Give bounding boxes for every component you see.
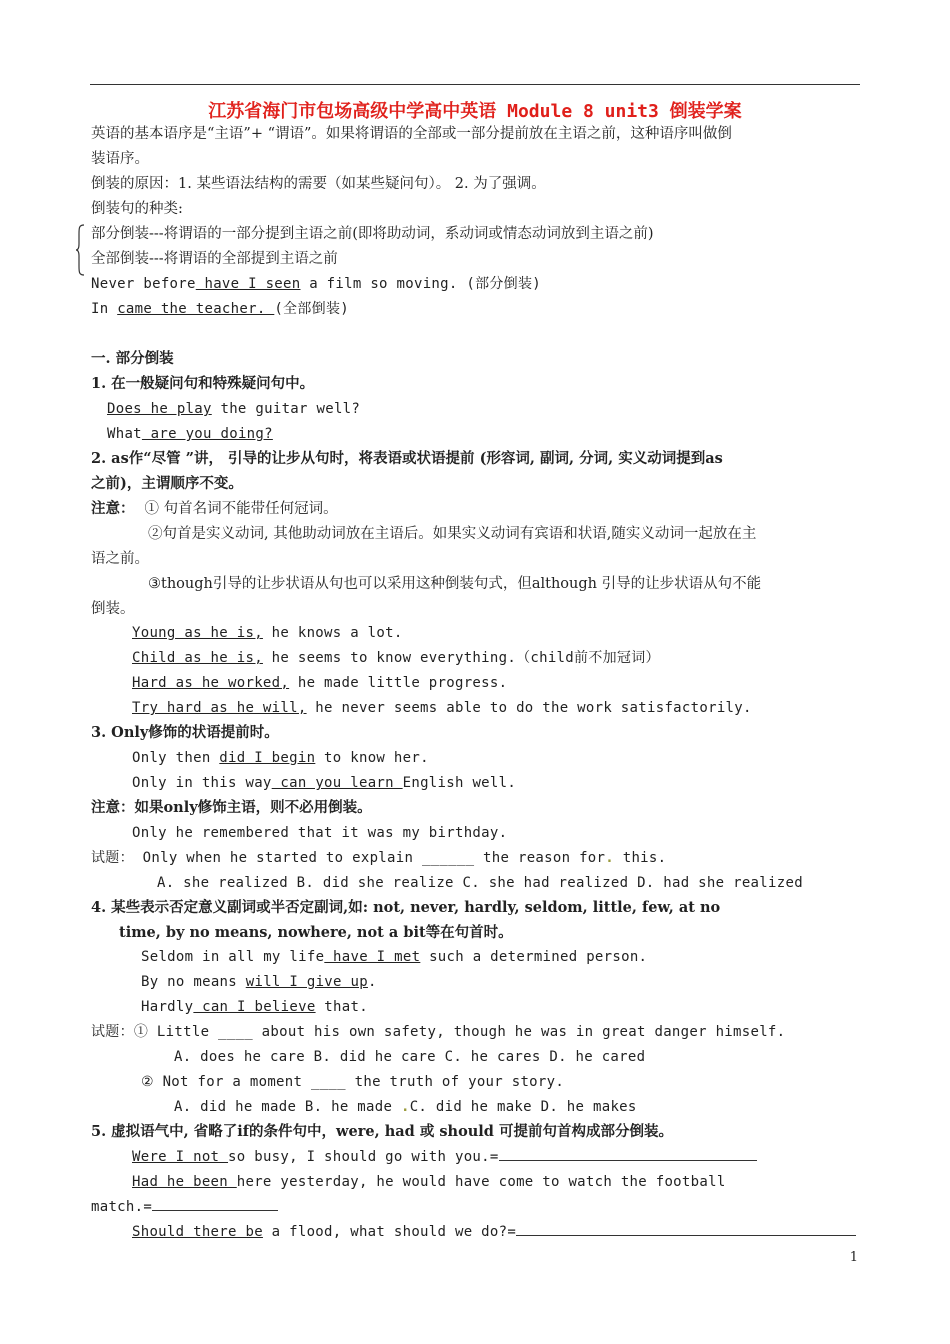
answer-blank[interactable] <box>152 1196 278 1211</box>
point-2-example-1: Young as he is, he knows a lot. <box>132 625 403 641</box>
answer-blank[interactable] <box>499 1146 757 1161</box>
point-4-question-1: 试题：① Little ____ about his own safety, though he was in great danger himself. <box>91 1024 786 1040</box>
point-4-example-2: By no means will I give up. <box>141 974 377 990</box>
point-2-note-2a: ②句首是实义动词, 其他助动词放在主语后。如果实义动词有宾语和状语,随实义动词一起放在主 <box>148 526 757 542</box>
point-3-heading: 3. Only修饰的状语提前时。 <box>91 724 279 741</box>
point-5-heading: 5. 虚拟语气中, 省略了if的条件句中，were, had 或 should 可提前句首构成部分倒装。 <box>91 1123 673 1140</box>
point-5-example-2: Had he been here yesterday, he would have come to watch the football <box>132 1174 726 1190</box>
intro-full: 全部倒装---将谓语的全部提到主语之前 <box>91 251 338 267</box>
point-3-note: 注意：如果only修饰主语，则不必用倒装。 <box>91 799 372 816</box>
point-2-heading-2: 之前)，主谓顺序不变。 <box>91 475 243 492</box>
point-4-heading-1: 4. 某些表示否定意义副词或半否定副词,如: not, never, hardly, seldom, little, few, at no <box>91 899 721 916</box>
intro-example-2: In came the teacher. (全部倒装) <box>91 301 349 317</box>
point-3-options: A. she realized B. did she realize C. she had realized D. had she realized <box>157 875 803 891</box>
point-2-example-4: Try hard as he will, he never seems able to do the work satisfactorily. <box>132 700 752 716</box>
brace-icon <box>75 224 85 276</box>
section-heading-partial: 一. 部分倒装 <box>91 350 174 367</box>
answer-blank[interactable] <box>516 1221 856 1236</box>
intro-line-2: 装语序。 <box>91 151 149 167</box>
point-3-example-1: Only then did I begin to know her. <box>132 750 429 766</box>
point-4-example-3: Hardly can I believe that. <box>141 999 368 1015</box>
point-3-example-3: Only he remembered that it was my birthday. <box>132 825 508 841</box>
point-2-example-2: Child as he is, he seems to know everything.（child前不加冠词） <box>132 650 660 666</box>
point-2-note-3a: ③though引导的让步状语从句也可以采用这种倒装句式，但although 引导的让步状语从句不能 <box>148 576 762 592</box>
point-4-question-1-options: A. does he care B. did he care C. he cares D. he cared <box>174 1049 646 1065</box>
point-5-example-2-cont: match.= <box>91 1196 278 1218</box>
point-5-example-1: Were I not so busy, I should go with you.= <box>132 1146 757 1168</box>
point-4-heading-2: time, by no means, nowhere, not a bit等在句首时。 <box>119 924 513 941</box>
intro-line-1: 英语的基本语序是“主语”+ “谓语”。如果将谓语的全部或一部分提前放在主语之前，这种语序叫做倒 <box>91 126 732 142</box>
point-1-heading: 1. 在一般疑问句和特殊疑问句中。 <box>91 375 315 392</box>
point-1-example-1: Does he play the guitar well? <box>107 401 361 417</box>
point-5-example-3: Should there be a flood, what should we do?= <box>132 1221 856 1243</box>
page-number: 1 <box>849 1250 858 1265</box>
intro-kinds: 倒装句的种类: <box>91 201 183 217</box>
point-2-note-1: 注意： ① 句首名词不能带任何冠词。 <box>91 500 338 517</box>
header-rule <box>90 84 860 85</box>
point-2-example-3: Hard as he worked, he made little progress. <box>132 675 508 691</box>
point-1-example-2: What are you doing? <box>107 426 273 442</box>
point-3-example-2: Only in this way can you learn English well. <box>132 775 517 791</box>
page-title: 江苏省海门市包场高级中学高中英语 Module 8 unit3 倒装学案 <box>208 101 742 122</box>
point-4-question-2-options: A. did he made B. he made .C. did he make D. he makes <box>174 1099 637 1115</box>
point-2-note-3b: 倒装。 <box>91 601 135 617</box>
intro-reasons: 倒装的原因：1. 某些语法结构的需要（如某些疑问句）。 2. 为了强调。 <box>91 176 546 192</box>
point-2-note-2b: 语之前。 <box>91 551 149 567</box>
point-3-question: 试题： Only when he started to explain ______ the reason for. this. <box>91 850 667 866</box>
intro-partial: 部分倒装---将谓语的一部分提到主语之前(即将助动词，系动词或情态动词放到主语之前) <box>91 226 654 242</box>
point-2-heading-1: 2. as作“尽管 ”讲， 引导的让步从句时，将表语或状语提前 (形容词, 副词, 分词, 实义动词提到as <box>91 450 723 467</box>
point-4-example-1: Seldom in all my life have I met such a determined person. <box>141 949 648 965</box>
intro-example-1: Never before have I seen a film so moving. (部分倒装) <box>91 276 542 292</box>
point-4-question-2: ② Not for a moment ____ the truth of your story. <box>141 1074 565 1090</box>
